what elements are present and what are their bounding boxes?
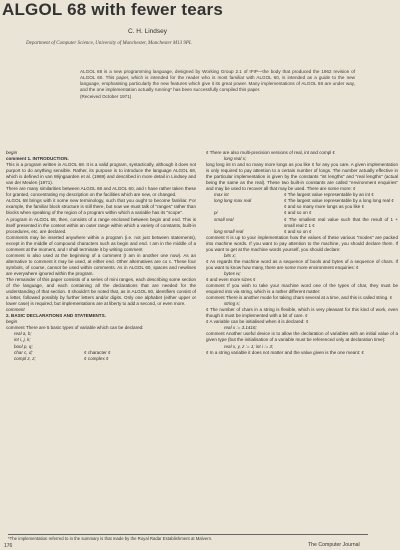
paragraph: Comments may be inserted anywhere within a program (i.e. not just between statements), except in the middle of compound characters such as begin and end. I am in the middle of a comment at the moment, and I shall terminate it by writing comment	[6, 234, 196, 252]
code-line: bytes w;	[224, 270, 241, 276]
declaration-comment: ¢ complex ¢	[84, 355, 109, 361]
paragraph: ¢ In a string variable it does not matter and the value given is the one meant: ¢	[206, 349, 364, 355]
author-name: C. H. Lindsey	[128, 28, 168, 35]
paragraph: There are many similarities between ALGOL 68 and ALGOL 60, and I have rather taken these for granted, concentrating my description on the facilities which are new, or changed.	[6, 186, 196, 198]
paragraph: The remainder of this paper consists of a series of mini ranges, each describing some section of the language, and each containing all the declarations that are needed for the understanding of that section. It shouldn't be noted that, as in ALGOL 60, identifiers consist of a letter, followed possibly by further letters and/or digits. Only one alphabet (either upper or lower case) is required, but implementations are at liberty to add a second, or even more.	[6, 276, 196, 307]
section-heading: comment 1. INTRODUCTION.	[6, 156, 69, 162]
paragraph: ¢ There are also multi-precision versions of real, int and compl ¢	[206, 150, 336, 155]
declaration-code: long long max real	[214, 198, 252, 204]
left-column	[6, 150, 196, 362]
declaration-row	[6, 356, 196, 362]
declaration-code: real a, b;	[14, 331, 32, 337]
declaration-comment: ¢ The largest value representable by an int ¢	[284, 192, 374, 198]
declaration-comment: ¢ and so on ¢	[284, 228, 312, 234]
paragraph: comment There is another mode for taking chars several at a time, and this is called string. ¢	[206, 295, 393, 301]
paper-title: ALGOL 68 with fewer tears	[2, 0, 224, 19]
declaration-comment: ¢ and so many more longs as you like ¢	[284, 204, 365, 210]
author-affiliation: Department of Computer Science, University of Manchester, Manchester M13 9PL	[26, 41, 192, 46]
paragraph: ALGOL 68 brings with it some new terminology, such that you ought to become familiar. For example, the familiar block structure is still there, but now we must talk of "ranges" rather than blocks when speaking of the region of a program within which a variable has its "scope".	[6, 198, 196, 216]
page-number: 176	[4, 543, 13, 549]
declaration-code: char c, d;	[14, 349, 33, 355]
paragraph: ¢ and even more sizes ¢	[206, 276, 256, 282]
journal-name: The Computer Journal	[308, 542, 360, 548]
paragraph: long long int m and so many more longs as you like ¢ for any you care. A given implementation is only required to pay attention to a certain number of longs. The number actually effective in the particular implementation is given by the constants "int lengths" and "real lengths" (actual being the same as the real). These two built-in constants are called "environment enquiries" and may be used to recover all that may be used. There are some more: ¢	[206, 162, 398, 192]
code-line: begin	[6, 319, 18, 325]
declaration-row	[206, 217, 398, 229]
declaration-comment: ¢ The smallest real value such that the result of 1 + small real ≠ 1 ¢	[284, 216, 398, 228]
paragraph: ¢ The number of chars in a string is flexible, which is very pleasant for this kind of work, even though it must be implemented with a bit of care. ¢	[206, 307, 398, 319]
paragraph: comment If you wish to take your machine word one of the types of char, they must be enquired into via string, which is a rather different matter:	[206, 283, 398, 295]
declaration-code: long small real	[214, 228, 244, 234]
code-line: real x := 3.1416;	[224, 325, 257, 331]
paragraph: This is a program written in ALGOL 68. It is a valid program, syntactically, although it does not purport to do anything sensible. Rather, its purpose is to introduce the language ALGOL 68, which is defined in van Wijngaarden et al. (1969) and described in more detail in Lindsey and van der Meulen (1971).	[6, 162, 196, 186]
abstract	[80, 69, 355, 100]
declaration-code: bool p, q;	[14, 343, 33, 349]
paragraph: comment Another useful device is to allow the declaration of variables with an initial value of a given type (but the initialisation of a variable must be referenced only at declaration time):	[206, 331, 398, 343]
received-date: (Received October 1971)	[80, 94, 132, 100]
code-line: comment	[6, 307, 25, 313]
declaration-code: int i, j, k;	[14, 337, 31, 343]
paragraph: A program in ALGOL 68, then, consists of a range enclosed between begin and end. This is itself presented in the context within an outer range within which a variety of constants, built-in procedures, etc. are declared.	[6, 216, 196, 234]
paragraph: comment It is up to your implementation how the values of these various "modes" are packed into machine words. If you want to pay attention to the machine, you should declare them. If you want to get at the machine words yourself, you should declare:	[206, 234, 398, 252]
code-line: string s;	[224, 301, 240, 307]
code-line: real x, y, z := 1; int i := 3;	[224, 343, 274, 349]
declaration-code: small real	[214, 216, 234, 222]
declaration-comment: ¢ The largest value representable by a long long real ¢	[284, 198, 394, 204]
declaration-comment: ¢ character ¢	[84, 349, 111, 355]
paragraph: ¢ A variable can be initialised when it is declared: ¢	[206, 319, 309, 325]
paragraph: comment is also used at the beginning of a comment (I am in another one now). As an alternative to comment it may be used, at either end. Other alternatives are co c. These four symbols, of course, cannot be used within comments. As in ALGOL 60, spaces and newlines are everywhere ignored within the program.	[6, 252, 196, 276]
declaration-code: pi	[214, 210, 218, 216]
paragraph: ¢ As regards the machine word as a sequence of bools and bytes of a sequence of chars. If you want to know how many, there are some more environment enquiries: ¢	[206, 258, 398, 270]
code-line: long real x;	[224, 156, 247, 162]
declaration-code: max int	[214, 192, 229, 198]
footnote: *The implementation referred to in the summary is that made by the Royal Radar Establishment at Malvern.	[8, 534, 368, 541]
section-heading: 2. BASIC DECLARATIONS AND STATEMENTS.	[6, 313, 106, 319]
paragraph: comment There are 5 basic types of variable which can be declared:	[6, 325, 144, 331]
right-column	[206, 150, 398, 356]
code-line: begin	[6, 150, 18, 155]
declaration-comment: ¢ and so on ¢	[284, 210, 312, 216]
code-line: bits x;	[224, 252, 236, 258]
declaration-row	[206, 229, 398, 235]
declaration-code: compl z, z;	[14, 355, 36, 361]
abstract-text: ALGOL 68 is a new programming language, designed by Working Group 2.1 of IFIP—the body that produced the 1962 revision of ALGOL 60. This paper, which is intended for the reader who is most familiar with ALGOL 60, is intended as a guide to the new language, emphasising particularly the new features which give it its great power. Many implementations of ALGOL 68 are under way, and the one implementation actually running* has been successfully compiled this paper.	[80, 69, 355, 93]
